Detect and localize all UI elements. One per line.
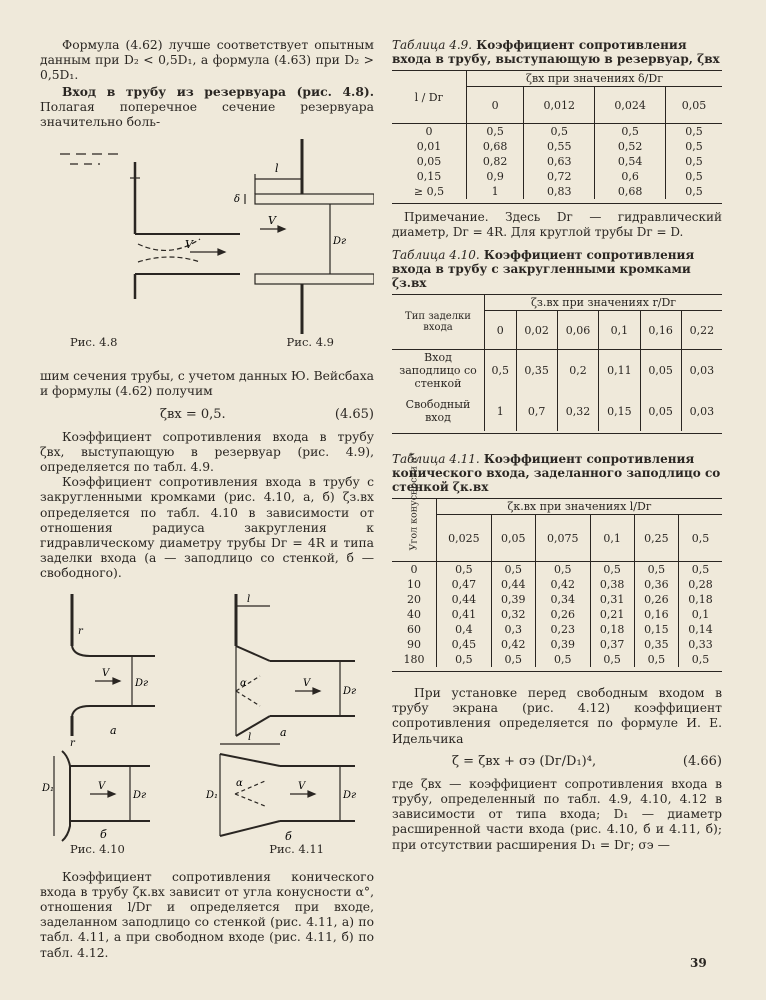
figure-label-v: V bbox=[185, 238, 193, 252]
table-4-10-cell: 0,2 bbox=[557, 350, 598, 392]
table-4-11-cell: 0,31 bbox=[590, 592, 634, 607]
paragraph-definitions: где ζвх — коэффициент сопротивления входа в трубу, определенный по табл. 4.9, 4.10, 4.12 в зависимости от типа входа; D₁ — диаметр расширенной части входа (рис. 4.10, б и 4.11, б); при отсутствии расширения D₁ = Dг; σэ — bbox=[392, 776, 722, 852]
table-4-10-cell: 0,5 bbox=[485, 350, 517, 392]
table-4-11-cell: 0,33 bbox=[678, 637, 722, 652]
table-4-10-title bbox=[392, 248, 722, 290]
table-4-11-row-key: 20 bbox=[407, 593, 421, 606]
table-4-10-row-key: Свободный вход bbox=[405, 398, 471, 424]
table-4-9-cell: 0,6 bbox=[595, 169, 666, 184]
table-4-9-cell: 0,5 bbox=[666, 169, 722, 184]
table-4-9-cell: 0,5 bbox=[666, 184, 722, 199]
table-4-10-cell: 0,15 bbox=[599, 391, 640, 431]
table-4-11-row bbox=[392, 577, 722, 592]
table-4-11-row bbox=[392, 637, 722, 652]
table-4-9-row bbox=[392, 124, 722, 140]
table-4-9-cell: 0,72 bbox=[524, 169, 595, 184]
table-4-11-cell: 0,35 bbox=[634, 637, 678, 652]
figure-label-r-2: r bbox=[70, 737, 75, 749]
figure-4-9 bbox=[245, 139, 374, 334]
figure-4-10a bbox=[72, 594, 155, 736]
table-4-9-row-key: ≥ 0,5 bbox=[413, 185, 445, 198]
figure-label-dg-3: Dг bbox=[133, 789, 147, 801]
equation-4-65-formula: ζвх = 0,5. bbox=[160, 406, 226, 422]
figure-label-l-3: l bbox=[248, 731, 252, 743]
table-4-10-col-5: 0,22 bbox=[681, 311, 722, 350]
paragraph-reservoir-entry bbox=[40, 84, 374, 131]
table-4-9-cell: 0,54 bbox=[595, 154, 666, 169]
table-4-11-cell: 0,5 bbox=[535, 652, 590, 667]
table-4-10-col-2: 0,06 bbox=[557, 311, 598, 350]
table-4-11-cell: 0,3 bbox=[491, 622, 535, 637]
table-4-9-cell: 0,63 bbox=[524, 154, 595, 169]
table-4-11-cell: 0,37 bbox=[590, 637, 634, 652]
paragraph-rounded-entry: Коэффициент сопротивления входа в трубу с закругленными кромками (рис. 4.10, а, б) ζз.вх определяется по табл. 4.10 в зависимости от отношения радиуса закругления к гидравлическому диаметру трубы Dг = 4R и типа заделки входа (а — заподлицо со стенкой, б — свободного). bbox=[40, 475, 374, 581]
paragraph-formula-comparison: Формула (4.62) лучше соответствует опытным данным при D₂ < 0,5D₁, а формула (4.63) при D₂ > 0,5D₁. bbox=[40, 38, 374, 83]
table-4-11-cell: 0,28 bbox=[678, 577, 722, 592]
figure-label-v-6: V bbox=[298, 780, 306, 792]
table-4-11-cell: 0,5 bbox=[678, 652, 722, 667]
table-4-11-cell: 0,39 bbox=[491, 592, 535, 607]
paragraph-conical-entry: Коэффициент сопротивления конического входа в трубу ζк.вх зависит от угла конусности α°, отношения l/Dг и определяется при входе, заделанном заподлицо со стенкой (рис. 4.11, а) по табл. 4.11, а при свободном входе (рис. 4.11, б) по табл. 4.12. bbox=[40, 869, 374, 960]
table-4-11-cell: 0,26 bbox=[535, 607, 590, 622]
figure-4-11b bbox=[220, 744, 355, 836]
table-4-11-cell: 0,39 bbox=[535, 637, 590, 652]
figure-label-delta: δ bbox=[234, 194, 241, 206]
table-4-9-col-0: 0 bbox=[467, 87, 524, 124]
table-4-9-row-key: 0,01 bbox=[416, 140, 442, 153]
table-4-11-cell: 0,5 bbox=[535, 562, 590, 578]
table-4-11-col-4: 0,25 bbox=[634, 515, 678, 562]
table-4-10-cell: 0,03 bbox=[681, 350, 722, 392]
table-4-11-row-key: 0 bbox=[410, 563, 418, 576]
table-4-11-cell: 0,5 bbox=[491, 652, 535, 667]
table-4-9-cell: 0,55 bbox=[524, 139, 595, 154]
table-4-9-cell: 0,5 bbox=[595, 124, 666, 140]
table-4-10-row bbox=[392, 350, 722, 392]
table-4-11-cell: 0,14 bbox=[678, 622, 722, 637]
figure-4-8-4-9-drawing bbox=[40, 134, 374, 339]
table-4-11-cell: 0,5 bbox=[491, 562, 535, 578]
equation-4-65-number: (4.65) bbox=[334, 406, 374, 422]
equation-4-65 bbox=[40, 400, 374, 430]
figure-label-b-2: б bbox=[285, 829, 292, 843]
table-4-10-row-header: Тип заделки входа bbox=[392, 295, 485, 350]
figure-4-10-4-11-drawing bbox=[40, 586, 374, 844]
table-4-9-cell: 0,68 bbox=[595, 184, 666, 199]
figure-4-11a bbox=[236, 594, 355, 736]
figure-label-b: б bbox=[100, 827, 107, 841]
paragraph-screen-entry: При установке перед свободным входом в трубу экрана (рис. 4.12) коэффициент сопротивления определяется по формуле И. Е. Идельчика bbox=[392, 686, 722, 746]
table-4-11-col-0: 0,025 bbox=[437, 515, 492, 562]
table-4-9-cell: 1 bbox=[467, 184, 524, 199]
equation-4-66-number: (4.66) bbox=[682, 753, 722, 769]
figures-4-8-4-9 bbox=[40, 134, 374, 339]
table-4-9-cell: 0,5 bbox=[666, 139, 722, 154]
table-4-11-cell: 0,47 bbox=[437, 577, 492, 592]
paragraph-weisbach: шим сечения трубы, с учетом данных Ю. Вейсбаха и формулы (4.62) получим bbox=[40, 369, 374, 399]
table-4-11-cell: 0,5 bbox=[634, 652, 678, 667]
table-4-9-cell: 0,5 bbox=[524, 124, 595, 140]
figure-label-v-3: V bbox=[102, 667, 110, 679]
figure-label-a: а bbox=[110, 723, 117, 737]
table-4-10-row bbox=[392, 391, 722, 431]
table-4-11-row bbox=[392, 652, 722, 667]
table-4-11-row-key: 60 bbox=[407, 623, 421, 636]
table-4-10-col-4: 0,16 bbox=[640, 311, 681, 350]
table-4-10-cell: 0,03 bbox=[681, 391, 722, 431]
table-4-11-label: Таблица 4.11. bbox=[392, 452, 480, 466]
table-4-9-group-header: ζвх при значениях δ/Dг bbox=[467, 71, 723, 87]
figure-label-d1-2: D₁ bbox=[206, 789, 219, 801]
table-4-9-cell: 0,52 bbox=[595, 139, 666, 154]
table-4-10-col-1: 0,02 bbox=[516, 311, 557, 350]
table-4-11-row bbox=[392, 622, 722, 637]
table-4-9-row-header: l / Dг bbox=[392, 71, 467, 124]
table-4-11-cell: 0,41 bbox=[437, 607, 492, 622]
figures-4-10-4-11 bbox=[40, 586, 374, 844]
table-4-9-row-key: 0,15 bbox=[416, 170, 442, 183]
figure-caption-4-8: Рис. 4.8 bbox=[70, 335, 118, 350]
figure-label-d1: D₁ bbox=[42, 782, 55, 794]
table-4-9-header-row bbox=[392, 71, 722, 87]
table-4-11-cell: 0,34 bbox=[535, 592, 590, 607]
equation-4-66 bbox=[392, 747, 722, 777]
figure-label-dg-4: Dг bbox=[343, 685, 357, 697]
figure-4-8 bbox=[60, 154, 240, 299]
table-4-9-row-key: 0,05 bbox=[416, 155, 442, 168]
table-4-11-row bbox=[392, 607, 722, 622]
table-4-11-cell: 0,44 bbox=[491, 577, 535, 592]
figure-caption-4-9: Рис. 4.9 bbox=[286, 335, 334, 350]
table-4-11-cell: 0,23 bbox=[535, 622, 590, 637]
table-4-11-cell: 0,38 bbox=[590, 577, 634, 592]
figure-label-alpha-2: α bbox=[236, 777, 243, 789]
figure-label-alpha: α bbox=[240, 677, 247, 689]
table-4-11-row-key: 40 bbox=[407, 608, 421, 621]
table-4-11-row bbox=[392, 562, 722, 578]
table-4-10-cell: 0,05 bbox=[640, 391, 681, 431]
table-4-10-body bbox=[392, 350, 722, 432]
table-4-9-cell: 0,9 bbox=[467, 169, 524, 184]
table-4-11-cell: 0,5 bbox=[678, 562, 722, 578]
table-4-9 bbox=[392, 70, 722, 199]
table-4-9-cell: 0,82 bbox=[467, 154, 524, 169]
table-4-11-cell: 0,45 bbox=[437, 637, 492, 652]
table-4-9-body bbox=[392, 124, 722, 200]
table-4-10-header-row bbox=[392, 295, 722, 311]
figure-label-r: r bbox=[78, 625, 83, 637]
table-4-11-row-key: 180 bbox=[403, 653, 425, 666]
table-4-11-cell: 0,5 bbox=[590, 652, 634, 667]
table-4-11-cell: 0,1 bbox=[678, 607, 722, 622]
section-heading: Вход в трубу из резервуара (рис. 4.8). bbox=[62, 83, 374, 99]
table-4-11-cell: 0,5 bbox=[437, 652, 492, 667]
table-4-10-cell: 1 bbox=[485, 391, 517, 431]
table-4-9-row bbox=[392, 154, 722, 169]
table-4-11-header-row bbox=[392, 499, 722, 515]
right-column bbox=[392, 38, 722, 853]
table-4-11-cell: 0,21 bbox=[590, 607, 634, 622]
paragraph-text: Полагая поперечное сечение резервуара значительно боль- bbox=[40, 99, 374, 130]
table-4-9-cell: 0,83 bbox=[524, 184, 595, 199]
equation-4-66-formula: ζ = ζвх + σэ (Dг/D₁)⁴, bbox=[452, 753, 597, 769]
table-4-10-row-key: Вход заподлицо со стенкой bbox=[399, 351, 477, 390]
table-4-9-cell: 0,5 bbox=[666, 124, 722, 140]
table-4-11-cell: 0,5 bbox=[437, 562, 492, 578]
table-4-11-col-5: 0,5 bbox=[678, 515, 722, 562]
table-4-11-group-header: ζк.вх при значениях l/Dг bbox=[437, 499, 723, 515]
table-4-11-cell: 0,18 bbox=[590, 622, 634, 637]
table-4-11-title bbox=[392, 452, 722, 494]
table-4-9-title bbox=[392, 38, 722, 66]
table-4-10 bbox=[392, 294, 722, 431]
table-4-11-cell: 0,44 bbox=[437, 592, 492, 607]
figure-label-dg-2: Dг bbox=[135, 677, 149, 689]
table-4-10-cell: 0,32 bbox=[557, 391, 598, 431]
table-4-11-cell: 0,4 bbox=[437, 622, 492, 637]
page-number: 39 bbox=[690, 956, 707, 970]
table-4-9-row bbox=[392, 139, 722, 154]
table-4-9-caption: Коэффициент сопротивления входа в трубу, выступающую в резервуар, ζвх bbox=[392, 38, 720, 66]
paragraph-protruding-entry: Коэффициент сопротивления входа в трубу ζвх, выступающую в резервуар (рис. 4.9), определяется по табл. 4.9. bbox=[40, 429, 374, 475]
table-4-11-cell: 0,42 bbox=[535, 577, 590, 592]
table-4-11-col-1: 0,05 bbox=[491, 515, 535, 562]
table-4-10-caption: Коэффициент сопротивления входа в трубу с закругленными кромками ζз.вх bbox=[392, 248, 695, 290]
figure-label-l: l bbox=[275, 162, 279, 176]
table-4-9-row-key: 0 bbox=[425, 125, 433, 138]
table-4-11-cell: 0,5 bbox=[590, 562, 634, 578]
table-4-10-cell: 0,11 bbox=[599, 350, 640, 392]
figure-caption-4-10: Рис. 4.10 bbox=[70, 841, 125, 856]
table-4-11-row-key: 10 bbox=[407, 578, 421, 591]
left-column bbox=[40, 38, 374, 961]
table-4-9-cell: 0,5 bbox=[666, 154, 722, 169]
table-4-11-cell: 0,5 bbox=[634, 562, 678, 578]
figure-label-v-5: V bbox=[303, 677, 311, 689]
figure-label-a-2: а bbox=[280, 725, 287, 739]
table-4-11-body bbox=[392, 562, 722, 668]
table-4-11-cell: 0,32 bbox=[491, 607, 535, 622]
table-4-9-col-2: 0,024 bbox=[595, 87, 666, 124]
table-4-11-col-3: 0,1 bbox=[590, 515, 634, 562]
table-4-11-cell: 0,16 bbox=[634, 607, 678, 622]
table-4-10-group-header: ζз.вх при значениях r/Dг bbox=[485, 295, 723, 311]
table-4-11-cell: 0,42 bbox=[491, 637, 535, 652]
table-4-9-label: Таблица 4.9. bbox=[392, 38, 473, 52]
figure-label-l-2: l bbox=[247, 593, 251, 605]
table-4-10-col-0: 0 bbox=[485, 311, 517, 350]
table-4-10-cell: 0,7 bbox=[516, 391, 557, 431]
table-4-9-row bbox=[392, 184, 722, 199]
table-4-11-row-key: 90 bbox=[407, 638, 421, 651]
table-4-11-cell: 0,18 bbox=[678, 592, 722, 607]
table-4-9-col-3: 0,05 bbox=[666, 87, 722, 124]
figure-label-dg: Dг bbox=[333, 236, 347, 248]
figure-label-v-2: V bbox=[268, 214, 276, 228]
figure-caption-4-11: Рис. 4.11 bbox=[269, 841, 324, 856]
table-4-9-cell: 0,5 bbox=[467, 124, 524, 140]
table-4-10-col-3: 0,1 bbox=[599, 311, 640, 350]
table-4-9-cell: 0,68 bbox=[467, 139, 524, 154]
table-4-10-cell: 0,05 bbox=[640, 350, 681, 392]
figure-label-dg-5: Dг bbox=[343, 789, 357, 801]
table-4-11-col-2: 0,075 bbox=[535, 515, 590, 562]
table-4-9-note: Примечание. Здесь Dг — гидравлический диаметр, Dг = 4R. Для круглой трубы Dг = D. bbox=[392, 210, 722, 239]
table-4-10-label: Таблица 4.10. bbox=[392, 248, 480, 262]
table-4-11-row-header-text: Угол конусности α° bbox=[408, 451, 420, 550]
table-4-11-cell: 0,36 bbox=[634, 577, 678, 592]
table-4-10-cell: 0,35 bbox=[516, 350, 557, 392]
table-4-11-cell: 0,15 bbox=[634, 622, 678, 637]
table-4-11-cell: 0,26 bbox=[634, 592, 678, 607]
table-4-9-row bbox=[392, 169, 722, 184]
table-4-11-caption: Коэффициент сопротивления конического входа, заделанного заподлицо со стенкой ζк.вх bbox=[392, 452, 721, 494]
table-4-11-column-header-row bbox=[392, 515, 722, 562]
table-4-9-col-1: 0,012 bbox=[524, 87, 595, 124]
figure-label-v-4: V bbox=[98, 780, 106, 792]
table-4-11-row bbox=[392, 592, 722, 607]
